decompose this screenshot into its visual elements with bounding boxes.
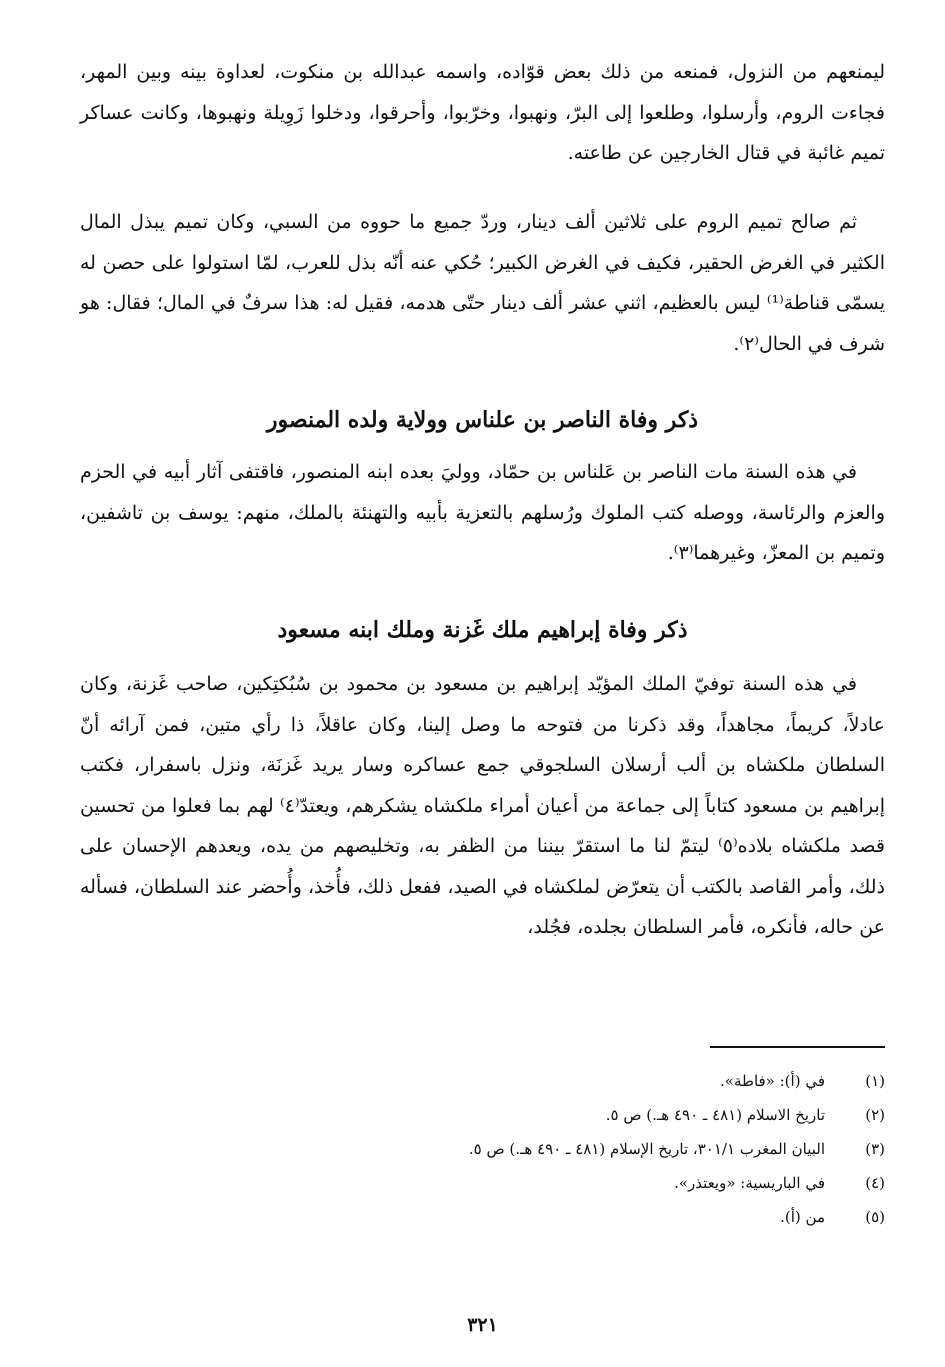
footnote-item [80,1200,885,1234]
section-heading-nasir: ذكر وفاة الناصر بن علناس وولاية ولده المنصور [266,407,699,433]
footnote-number: (٣) [865,1140,885,1158]
footnote-item [80,1132,885,1166]
footnote-text: في الباريسية: «ويعتذر». [674,1174,825,1192]
footnote-number: (١) [865,1072,885,1090]
footnote-item [80,1064,885,1098]
footnote-text: تاريخ الاسلام (٤٨١ ـ ٤٩٠ هـ.) ص ٥. [605,1106,825,1124]
paragraph-tamim-settlement: ثم صالح تميم الروم على ثلاثين ألف دينار، وردّ جميع ما حووه من السبي، وكان تميم يبذل المال الكثير في الغرض الحقير، فكيف في الغرض الكبير؛ حُكي عنه أنّه بذل للعرب، لمّا استولوا على حصن له يسمّى قناطة⁽¹⁾ ليس بالعظيم، اثني عشر ألف دينار حتّى هدمه، فقيل له: هذا سرفٌ في المال؛ فقال: هو شرف في الحال⁽٢⁾. [80,211,885,355]
paragraph-opening: ليمنعهم من النزول، فمنعه من ذلك بعض قوّاده، واسمه عبدالله بن منكوت، لعداوة بينه وبين المهر، فجاءت الروم، وأرسلوا، وطلعوا إلى البرّ، ونهبوا، وخرّبوا، وأحرقوا، ودخلوا زَوِيلة ونهبوها، وكانت عساكر تميم غائبة في قتال الخارجين عن طاعته. [80,61,885,164]
footnote-item [80,1098,885,1132]
footnote-number: (٢) [865,1106,885,1124]
footnote-text: في (أ): «فاطة». [720,1072,825,1090]
footnotes-list [80,1064,885,1234]
footnote-divider [710,1046,885,1048]
paragraph-ibrahim-death: في هذه السنة توفيّ الملك المؤيّد إبراهيم بن مسعود بن محمود بن سُبُكتِكين، صاحب غَزنة، وكان عادلاً، كريماً، مجاهداً، وقد ذكرنا من فتوحه ما وصل إلينا، وكان عاقلاً، ذا رأي متين، فمن آرائه أنّ السلطان ملكشاه بن ألب أرسلان السلجوقي جمع عساكره وسار يريد غَزنَة، ونزل باسفرار، فكتب إبراهيم بن مسعود كتاباً إلى جماعة من أعيان أمراء ملكشاه يشكرهم، ويعتدّ⁽٤⁾ لهم بما فعلوا من تحسين قصد ملكشاه بلاده⁽٥⁾ ليتمّ لنا ما استقرّ بيننا من الظفر به، وتخليصهم من يده، ويعدهم الإحسان على ذلك، وأمر القاصد بالكتب أن يتعرّض لملكشاه في الصيد، ففعل ذلك، فأُخذ، وأُحضر عند السلطان، فسأله عن حاله، فأنكره، فأمر السلطان بجلده، فجُلد، [80,673,886,938]
footnote-number: (٥) [865,1208,885,1226]
footnote-text: البيان المغرب ٣٠١/١، تاريخ الإسلام (٤٨١ ـ ٤٩٠ هـ.) ص ٥. [468,1140,825,1158]
page-number: ٣٢١ [467,1314,498,1336]
section-heading-ibrahim: ذكر وفاة إبراهيم ملك غَزنة وملك ابنه مسعود [277,617,688,643]
footnote-item [80,1166,885,1200]
book-page [80,52,885,1352]
footnote-text: من (أ). [780,1208,825,1226]
paragraph-nasir-death: في هذه السنة مات الناصر بن عَلناس بن حمّاد، ووليَ بعده ابنه المنصور، فاقتفى آثار أبيه في الحزم والعزم والرئاسة، ووصله كتب الملوك ورُسلهم بالتعزية بأبيه والتهنئة بالملك، منهم: يوسف بن تاشفين، وتميم بن المعزّ، وغيرهما⁽٣⁾. [80,461,885,564]
footnote-number: (٤) [865,1174,885,1192]
